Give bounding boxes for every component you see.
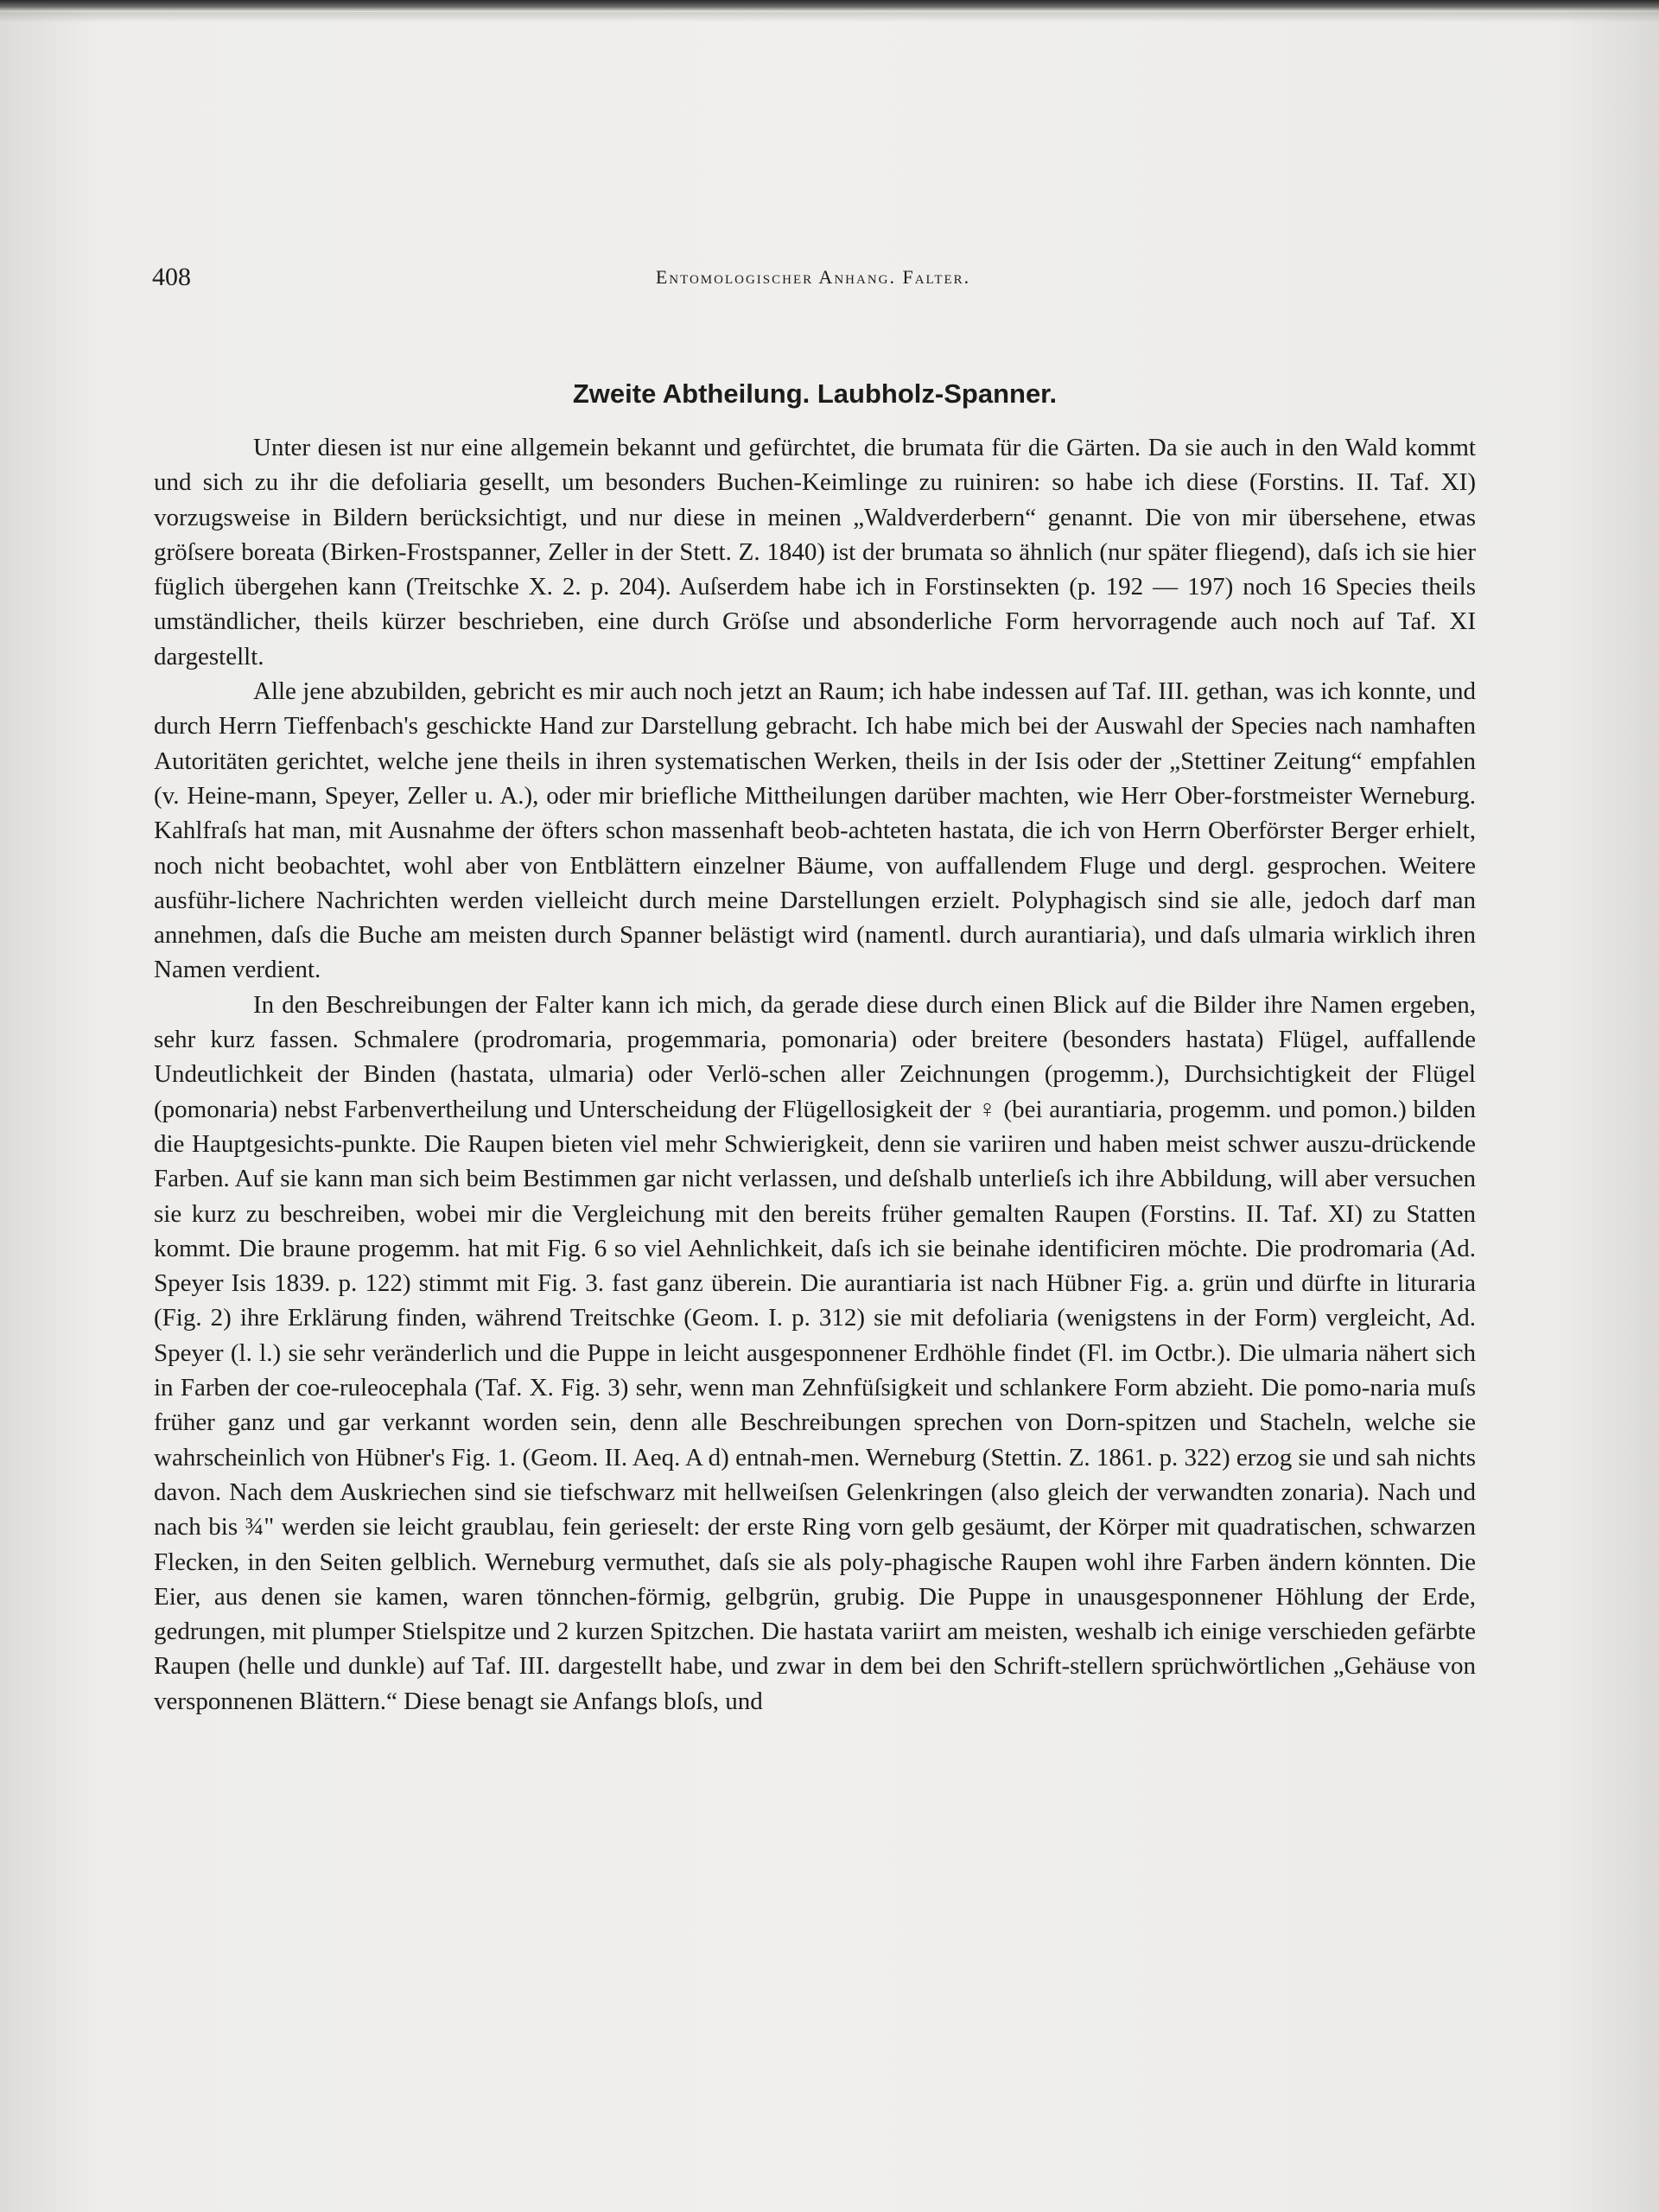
paragraph-1: Unter diesen ist nur eine allgemein bekannt und gefürchtet, die brumata für die Gärten. Da sie auch in den Wald kommt und sich zu ihr die defoliaria gesellt, um besonders Buchen-Keimlinge zu ruiniren: so habe ich diese (Forstins. II. Taf. XI) vorzugsweise in Bildern berücksichtigt, und nur diese in meinen „Waldverderbern“ genannt. Die von mir übersehene, etwas gröſsere boreata (Birken-Frostspanner, Zeller in der Stett. Z. 1840) ist der brumata so ähnlich (nur später fliegend), daſs ich sie hier füglich übergehen kann (Treitschke X. 2. p. 204). Auſserdem habe ich in Forstinsekten (p. 192 — 197) noch 16 Species theils umständlicher, theils kürzer beschrieben, eine durch Gröſse und absonderliche Form hervorragende auch noch auf Taf. XI dargestellt.	[154, 434, 1476, 671]
scan-edge-shadow	[0, 0, 1659, 12]
scan-edge-fade	[0, 12, 1659, 22]
paragraph-2: Alle jene abzubilden, gebricht es mir auch noch jetzt an Raum; ich habe indessen auf Taf. III. gethan, was ich konnte, und durch Herrn Tieffenbach's geschickte Hand zur Darstellung gebracht. Ich habe mich bei der Auswahl der Species nach namhaften Autoritäten gerichtet, welche jene theils in ihren systematischen Werken, theils in der Isis oder der „Stettiner Zeitung“ empfahlen (v. Heine-mann, Speyer, Zeller u. A.), oder mir briefliche Mittheilungen darüber machten, wie Herr Ober-forstmeister Werneburg. Kahlfraſs hat man, mit Ausnahme der öfters schon massenhaft beob-achteten hastata, die ich von Herrn Oberförster Berger erhielt, noch nicht beobachtet, wohl aber von Entblättern einzelner Bäume, von auffallendem Fluge und dergl. gesprochen. Weitere ausführ-lichere Nachrichten werden vielleicht durch meine Darstellungen erzielt. Polyphagisch sind sie alle, jedoch darf man annehmen, daſs die Buche am meisten durch Spanner belästigt wird (namentl. durch aurantiaria), und daſs ulmaria wirklich ihren Namen verdient.	[154, 677, 1476, 984]
running-header-title: Entomologischer Anhang. Falter.	[655, 266, 971, 288]
section-title: Zweite Abtheilung. Laubholz-Spanner.	[572, 378, 1058, 409]
paragraph-3: In den Beschreibungen der Falter kann ich mich, da gerade diese durch einen Blick auf die Bilder ihre Namen ergeben, sehr kurz fassen. Schmalere (prodromaria, progemmaria, pomonaria) oder breitere (besonders hastata) Flügel, auffallende Undeutlichkeit der Binden (hastata, ulmaria) oder Verlö-schen aller Zeichnungen (progemm.), Durchsichtigkeit der Flügel (pomonaria) nebst Farbenvertheilung und Unterscheidung der Flügellosigkeit der ♀ (bei aurantiaria, progemm. und pomon.) bilden die Hauptgesichts-punkte. Die Raupen bieten viel mehr Schwierigkeit, denn sie variiren und haben meist schwer auszu-drückende Farben. Auf sie kann man sich beim Bestimmen gar nicht verlassen, und deſshalb unterlieſs ich ihre Abbildung, will aber versuchen sie kurz zu beschreiben, wobei mir die Vergleichung mit den bereits früher gemalten Raupen (Forstins. II. Taf. XI) zu Statten kommt. Die braune progemm. hat mit Fig. 6 so viel Aehnlichkeit, daſs ich sie beinahe identificiren möchte. Die prodromaria (Ad. Speyer Isis 1839. p. 122) stimmt mit Fig. 3. fast ganz überein. Die aurantiaria ist nach Hübner Fig. a. grün und dürfte in lituraria (Fig. 2) ihre Erklärung finden, während Treitschke (Geom. I. p. 312) sie mit defoliaria (wenigstens in der Form) vergleicht, Ad. Speyer (l. l.) sie sehr veränderlich und die Puppe in leicht ausgesponnener Erdhöhle findet (Fl. im Octbr.). Die ulmaria nähert sich in Farben der coe-ruleocephala (Taf. X. Fig. 3) sehr, wenn man Zehnfüſsigkeit und schlankere Form abzieht. Die pomo-naria muſs früher ganz und gar verkannt worden sein, denn alle Beschreibungen sprechen von Dorn-spitzen und Stacheln, welche sie wahrscheinlich von Hübner's Fig. 1. (Geom. II. Aeq. A d) entnah-men. Werneburg (Stettin. Z. 1861. p. 322) erzog sie und sah nichts davon. Nach dem Auskriechen sind sie tiefschwarz mit hellweiſsen Gelenkringen (also gleich der verwandten zonaria). Nach und nach bis ¾" werden sie leicht graublau, fein gerieselt: der erste Ring vorn gelb gesäumt, der Körper mit quadratischen, schwarzen Flecken, in den Seiten gelblich. Werneburg vermuthet, daſs sie als poly-phagische Raupen wohl ihre Farben ändern könnten. Die Eier, aus denen sie kamen, waren tönnchen-förmig, gelbgrün, grubig. Die Puppe in unausgesponnener Höhlung der Erde, gedrungen, mit plumper Stielspitze und 2 kurzen Spitzchen. Die hastata variirt am meisten, weshalb ich einige verschieden gefärbte Raupen (helle und dunkle) auf Taf. III. dargestellt habe, und zwar in dem bei den Schrift-stellern sprüchwörtlichen „Gehäuse von versponnenen Blättern.“ Diese benagt sie Anfangs bloſs, und	[154, 990, 1476, 1715]
running-header	[152, 263, 1474, 304]
page-number: 408	[152, 263, 191, 291]
body-text	[154, 377, 1476, 1719]
